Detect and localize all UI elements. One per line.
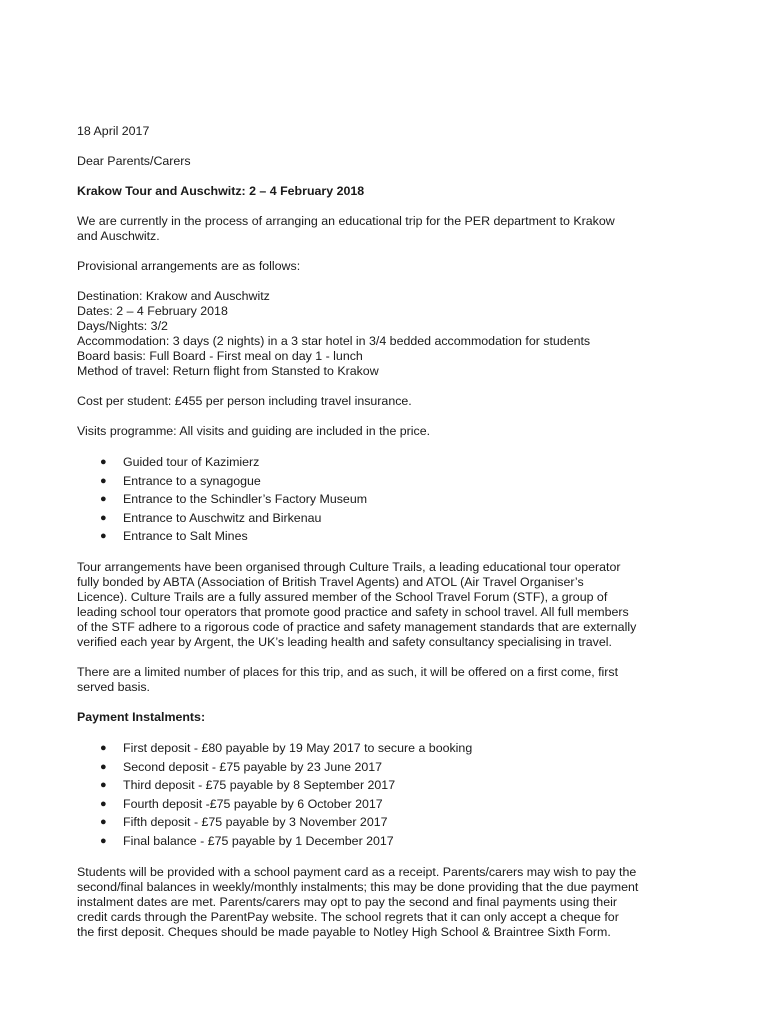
bullet-icon: ● — [100, 760, 107, 773]
tour-line: verified each year by Argent, the UK’s leading health and safety consultancy specialising in travel. — [77, 634, 612, 649]
list-item — [77, 453, 707, 472]
list-item — [77, 776, 707, 795]
bullet-icon: ● — [100, 511, 107, 524]
bullet-icon: ● — [100, 797, 107, 810]
bullet-icon: ● — [100, 816, 107, 829]
places-line: There are a limited number of places for this trip, and as such, it will be offered on a first come, first — [77, 664, 619, 679]
arrangement-board-basis: Board basis: Full Board - First meal on day 1 - lunch — [77, 349, 363, 363]
bullet-icon: ● — [100, 779, 107, 792]
intro-line: and Auschwitz. — [77, 229, 160, 243]
tour-line: fully bonded by ABTA (Association of British Travel Agents) and ATOL (Air Travel Organiser’s — [77, 574, 584, 589]
letter-heading: Krakow Tour and Auschwitz: 2 – 4 February 2018 — [77, 184, 365, 198]
intro-line: We are currently in the process of arranging an educational trip for the PER department to Krakow — [77, 214, 615, 228]
tour-line: Licence). Culture Trails are a fully assured member of the School Travel Forum (STF), a group of — [77, 589, 608, 604]
payment-item: Fifth deposit - £75 payable by 3 November 2017 — [123, 815, 388, 830]
payment-card-line: second/final balances in weekly/monthly instalments; this may be done providing that the due payment — [77, 879, 639, 894]
salutation: Dear Parents/Carers — [77, 154, 191, 168]
tour-line: leading school tour operators that promote good practice and safety in school travel. All full members — [77, 604, 629, 619]
bullet-icon: ● — [100, 474, 107, 487]
payment-card-line: instalment dates are met. Parents/carers may opt to pay the second and final payments using their — [77, 894, 617, 909]
payment-item: Final balance - £75 payable by 1 December 2017 — [123, 833, 394, 848]
intro-paragraph — [77, 214, 707, 244]
payment-card-line: credit cards through the ParentPay website. The school regrets that it can only accept a cheque for — [77, 909, 619, 924]
cost-line: Cost per student: £455 per person including travel insurance. — [77, 394, 412, 408]
list-item — [77, 472, 707, 491]
payment-heading: Payment Instalments: — [77, 709, 206, 724]
payment-item: Fourth deposit -£75 payable by 6 October 2017 — [123, 796, 383, 811]
payment-item: Third deposit - £75 payable by 8 September 2017 — [123, 778, 396, 793]
visits-intro: Visits programme: All visits and guiding are included in the price. — [77, 424, 431, 438]
list-item — [77, 739, 707, 758]
list-item — [77, 490, 707, 509]
payments-list — [77, 739, 707, 851]
payment-item: Second deposit - £75 payable by 23 June 2017 — [123, 759, 383, 774]
list-item — [77, 795, 707, 814]
visit-item: Guided tour of Kazimierz — [123, 455, 260, 469]
visit-item: Entrance to Salt Mines — [123, 529, 248, 544]
list-item — [77, 832, 707, 851]
tour-line: of the STF adhere to a rigorous code of practice and safety management standards that are externally — [77, 619, 637, 634]
visits-list — [77, 453, 707, 546]
payment-card-paragraph — [77, 865, 707, 940]
payment-card-line: the first deposit. Cheques should be made payable to Notley High School & Braintree Sixth Form. — [77, 924, 611, 939]
visit-item: Entrance to the Schindler’s Factory Museum — [123, 492, 368, 507]
bullet-icon: ● — [100, 493, 107, 506]
bullet-icon: ● — [100, 530, 107, 543]
list-item — [77, 758, 707, 777]
list-item — [77, 509, 707, 528]
arrangement-days-nights: Days/Nights: 3/2 — [77, 319, 168, 333]
visit-item: Entrance to Auschwitz and Birkenau — [123, 510, 322, 525]
visit-item: Entrance to a synagogue — [123, 473, 261, 488]
payment-card-line: Students will be provided with a school payment card as a receipt. Parents/carers may wish to pay the — [77, 864, 637, 879]
arrangements-block — [77, 289, 707, 379]
tour-line: Tour arrangements have been organised through Culture Trails, a leading educational tour operator — [77, 559, 621, 574]
bullet-icon: ● — [100, 741, 107, 754]
letter-date: 18 April 2017 — [77, 124, 150, 138]
payment-item: First deposit - £80 payable by 19 May 2017 to secure a booking — [123, 740, 473, 755]
arrangement-destination: Destination: Krakow and Auschwitz — [77, 289, 270, 303]
bullet-icon: ● — [100, 456, 107, 468]
places-line: served basis. — [77, 679, 151, 694]
arrangement-travel-method: Method of travel: Return flight from Stansted to Krakow — [77, 364, 379, 378]
arrangement-accommodation: Accommodation: 3 days (2 nights) in a 3 star hotel in 3/4 bedded accommodation for students — [77, 334, 591, 348]
tour-paragraph — [77, 560, 707, 650]
list-item — [77, 527, 707, 546]
arrangement-dates: Dates: 2 – 4 February 2018 — [77, 304, 228, 318]
letter-body — [77, 124, 707, 940]
provisional-intro: Provisional arrangements are as follows: — [77, 259, 301, 273]
list-item — [77, 813, 707, 832]
bullet-icon: ● — [100, 834, 107, 847]
places-paragraph — [77, 665, 707, 695]
